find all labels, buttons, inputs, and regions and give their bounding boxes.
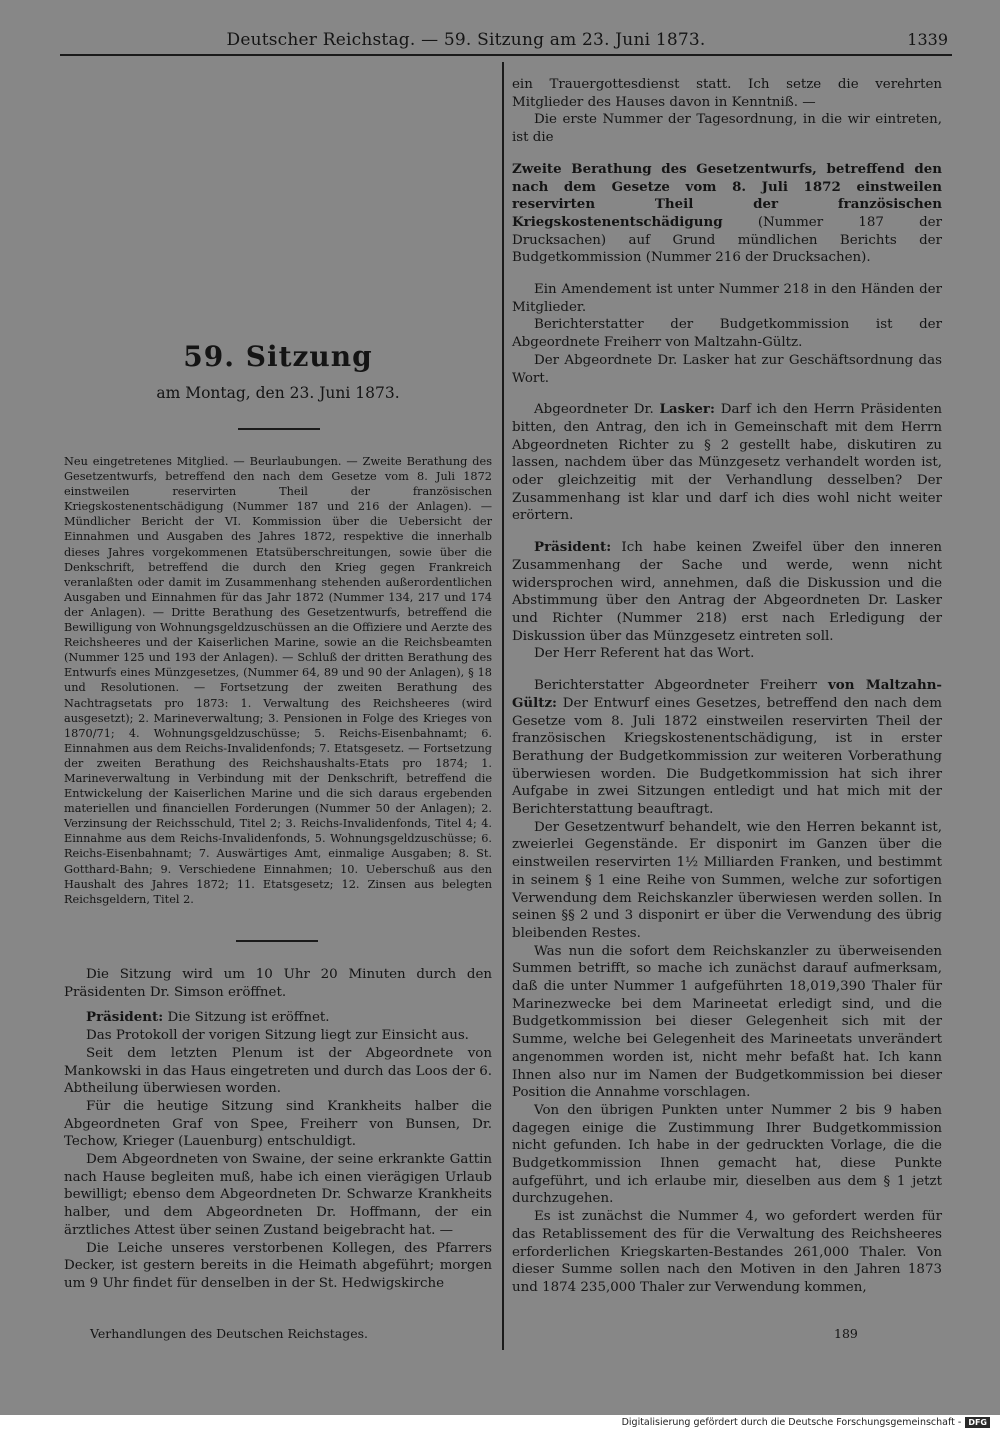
president-opening-text: Die Sitzung ist eröffnet.: [167, 1010, 330, 1026]
agenda-intro: Die erste Nummer der Tagesordnung, in die wir eintreten, ist die: [512, 112, 942, 146]
president-reply: [512, 539, 942, 645]
president-paragraph: [64, 1009, 492, 1027]
dfg-logo-icon: DFG: [965, 1417, 990, 1428]
digitization-credit: [622, 1417, 990, 1428]
new-member-paragraph: Seit dem letzten Plenum ist der Abgeordnete von Mankowski in das Haus eingetreten und durch das Loos der 6. Abtheilung überwiesen worden.: [64, 1045, 492, 1097]
left-column-body: [64, 966, 492, 1293]
session-title: 59. Sitzung: [183, 340, 373, 373]
opening-paragraph: Die Sitzung wird um 10 Uhr 20 Minuten durch den Präsidenten Dr. Simson eröffnet.: [64, 967, 492, 1000]
reporter-speech-text: Der Entwurf eines Gesetzes, betreffend den nach dem Gesetze vom 8. Juli 1872 einstweilen reservirten Theil der französischen Kriegskostenentschädigung, ist in erster Berathung der Budgetkommission zur weiteren Vorberathung überwiesen worden. Die Budgetkommission hat sich ihrer Aufgabe in zwei Sitzungen entledigt und hat mich mit der Berichterstattung beauftragt.: [512, 695, 942, 818]
session-date: am Montag, den 23. Juni 1873.: [156, 384, 400, 402]
right-column-body: [512, 76, 942, 1297]
leave-paragraph: Dem Abgeordneten von Swaine, der seine erkrankte Gattin nach Hause begleiten muß, habe ich einen vierägigen Urlaub bewilligt; ebenso dem Abgeordneten Dr. Schwarze Krankheits halber, und dem Abgeordneten Dr. Hoffmann, der ein ärztliches Attest über seinen Zustand beigebracht hat. —: [64, 1152, 492, 1238]
speaker-president: Präsident:: [86, 1009, 164, 1026]
credit-text: Digitalisierung gefördert durch die Deutsche Forschungsgemeinschaft -: [621, 1417, 962, 1428]
referent-floor-paragraph: Der Herr Referent hat das Wort.: [534, 646, 755, 662]
funeral-continuation: ein Trauergottesdienst statt. Ich setze die verehrten Mitglieder des Hauses davon in Kenntniß. —: [512, 77, 942, 110]
footer-publication: Verhandlungen des Deutschen Reichstages.: [90, 1326, 369, 1341]
sums-paragraph: Was nun die sofort dem Reichskanzler zu überweisenden Summen betrifft, so mache ich zunächst darauf aufmerksam, daß die unter Nummer 1 aufgeführten 18,019,390 Thaler für Marinezwecke bei dem Marineetat erledigt sind, und die Budgetkommission bei dieser Gelegenheit sich mit der Summe, welche bei Gelegenheit des Marineetats unverändert angenommen worden ist, nicht mehr befaßt hat. Ich kann Ihnen also nur im Namen der Budgetkommission bei dieser Position die Annahme vorschlagen.: [512, 943, 942, 1101]
speaker-lasker: Lasker:: [659, 401, 715, 418]
page-number: 1339: [907, 30, 948, 49]
reporter-title: Berichterstatter Abgeordneter Freiherr: [534, 678, 829, 694]
funeral-paragraph: Die Leiche unseres verstorbenen Kollegen, des Pfarrers Decker, ist gestern bereits in die Heimath abgeführt; morgen um 9 Uhr findet für denselben in der St. Hedwigskirche: [64, 1240, 492, 1291]
agenda-text: Neu eingetretenes Mitglied. — Beurlaubungen. — Zweite Berathung des Gesetzentwurfs, betreffend den nach dem Gesetze vom 8. Juli 1872 einstweilen reservirten Theil der französischen Kriegskostenentschädigung (Nummer 187 und 216 der Anlagen). — Mündlicher Bericht der VI. Kommission über die Uebersicht der Einnahmen und Ausgaben des Jahres 1872, respektive die innerhalb dieses Jahres vorgekommenen Etatsüberschreitungen, sowie über die Denkschrift, betreffend die durch den Krieg gegen Frankreich veranlaßten oder damit im Zusammenhang stehenden außerordentlichen Ausgaben und Einnahmen für das Jahr 1872 (Nummer 134, 217 und 174 der Anlagen). — Dritte Berathung des Gesetzentwurfs, betreffend die Bewilligung von Wohnungsgeldzuschüssen an die Offiziere und Aerzte des Reichsheeres und der Kaiserlichen Marine, sowie an die Reichsbeamten (Nummer 125 und 193 der Anlagen). — Schluß der dritten Berathung des Entwurfs eines Münzgesetzes, (Nummer 64, 89 und 90 der Anlagen), § 18 und Resolutionen. — Fortsetzung der zweiten Berathung des Nachtragsetats pro 1873: 1. Verwaltung des Reichsheeres (wird ausgesetzt); 2. Marineverwaltung; 3. Pensionen in Folge des Krieges von 1870/71; 4. Wohnungsgeldzuschüsse; 5. Reichs-Eisenbahnamt; 6. Einnahmen aus dem Reichs-Invalidenfonds; 7. Etatsgesetz. — Fortsetzung der zweiten Berathung des Reichshaushalts-Etats pro 1874; 1. Marineverwaltung in Verbindung mit der Denkschrift, betreffend die Entwickelung der Kaiserlichen Marine und die sich daraus ergebenden materiellen und financiellen Forderungen (Nummer 50 der Anlagen); 2. Verzinsung der Reichsschuld, Titel 2; 3. Reichs-Invalidenfonds, Titel 4; 4. Einnahme aus dem Reichs-Invalidenfonds, 5. Wohnungsgeldzuschüsse; 6. Reichs-Eisenbahnamt; 7. Auswärtiges Amt, einmalige Ausgaben; 8. St. Gotthard-Bahn; 9. Verschiedene Einnahmen; 10. Ueberschuß aus den Haushalt des Jahres 1872; 11. Etatsgesetz; 12. Zinsen aus belegten Reichsgeldern, Titel 2.: [64, 455, 492, 906]
agenda-topic-title: Zweite Berathung des Gesetzentwurfs, betreffend den nach dem Gesetze vom 8. Juli 1872 einstweilen reservirten Theil der französischen Kriegskostenentschädigung: [512, 160, 942, 230]
agenda-topic: [512, 161, 942, 267]
title-rule: [238, 428, 320, 430]
lasker-floor-paragraph: Der Abgeordnete Dr. Lasker hat zur Geschäftsordnung das Wort.: [512, 352, 942, 386]
running-title: Deutscher Reichstag. — 59. Sitzung am 23. Juni 1873.: [226, 30, 706, 50]
agenda-rule: [236, 940, 318, 942]
lasker-speech: [512, 401, 942, 525]
speaker-president-right: Präsident:: [534, 539, 612, 556]
reporter-speech: [512, 677, 942, 819]
president-reply-text: Ich habe keinen Zweifel über den inneren Zusammenhang der Sache und werde, wenn nicht widersprochen wird, annehmen, daß die Diskussion und die Abstimmung über den Antrag der Abgeordneten Dr. Lasker und Richter (Nummer 218) erst nach Erledigung der Diskussion über das Münzgesetz eintreten soll.: [512, 540, 942, 644]
column-divider: [502, 62, 504, 1350]
page-header: [60, 24, 952, 54]
excused-paragraph: Für die heutige Sitzung sind Krankheits halber die Abgeordneten Graf von Spee, Freiherr von Bunsen, Dr. Techow, Krieger (Lauenburg) entschuldigt.: [64, 1098, 492, 1150]
protocol-paragraph: Das Protokoll der vorigen Sitzung liegt zur Einsicht aus.: [86, 1028, 469, 1044]
lasker-title: Abgeordneter Dr.: [534, 402, 660, 418]
lasker-speech-text: Darf ich den Herrn Präsidenten bitten, den Antrag, den ich in Gemeinschaft mit dem Herrn Abgeordneten Richter zu § 2 gestellt habe, diskutiren zu lassen, nachdem über das Münzgesetz verhandelt worden ist, oder gleichzeitig mit der Verhandlung desselben? Der Zusammenhang ist klar und darf ich dies wohl nicht weiter erörtern.: [512, 402, 943, 524]
agenda-summary: [64, 454, 492, 907]
header-rule: [60, 54, 952, 56]
speaker-reporter: von Maltzahn-Gültz:: [512, 677, 942, 711]
bill-content-paragraph: Der Gesetzentwurf behandelt, wie den Herren bekannt ist, zweierlei Gegenstände. Er disponirt im Ganzen über die einstweilen reservirten 1½ Milliarden Franken, und bestimmt in seinem § 1 eine Reihe von Summen, welche zur sofortigen Verwendung dem Reichskanzler überwiesen werden sollen. In seinen §§ 2 und 3 disponirt er über die Verwendung des übrig bleibenden Restes.: [512, 819, 942, 941]
footer-sheet-number: 189: [834, 1326, 858, 1341]
remaining-points-paragraph: Von den übrigen Punkten unter Nummer 2 bis 9 haben dagegen einige die Zustimmung Ihrer Budgetkommission nicht gefunden. Ich habe in der gedruckten Vorlage, die die Budgetkommission Ihnen gemacht hat, diese Punkte aufgeführt, und ich erlaube mir, dieselben aus dem § 1 jetzt durchzugehen.: [512, 1102, 942, 1207]
war-maps-paragraph: Es ist zunächst die Nummer 4, wo gefordert werden für das Retablissement des für die Verwaltung des Reichsheeres erforderlichen Kriegskarten-Bestandes 261,000 Thaler. Von dieser Summe sollen nach den Motiven in den Jahren 1873 und 1874 235,000 Thaler zur Verwendung kommen,: [512, 1209, 942, 1295]
reporter-paragraph: Berichterstatter der Budgetkommission ist der Abgeordnete Freiherr von Maltzahn-Gültz.: [512, 317, 942, 351]
agenda-topic-reference: (Nummer 187 der Drucksachen) auf Grund mündlichen Berichts der Budgetkommission (Nummer 216 der Drucksachen).: [512, 214, 942, 266]
amendment-paragraph: Ein Amendement ist unter Nummer 218 in den Händen der Mitglieder.: [512, 282, 942, 315]
